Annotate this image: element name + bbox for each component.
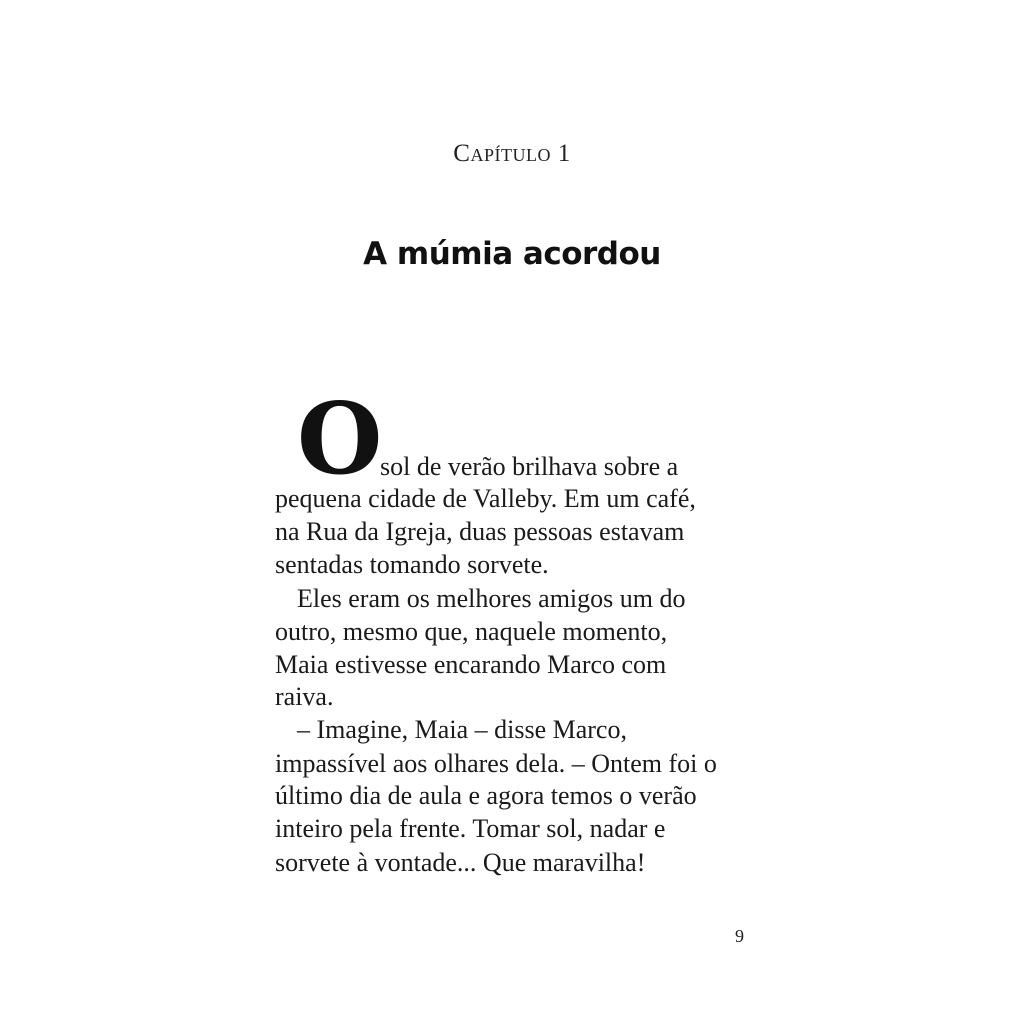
text-line: outro, mesmo que, naquele momento, [275,617,668,646]
text-line: sentadas tomando sorvete. [275,550,549,579]
text-line: – Imagine, Maia – disse Marco, [297,715,627,744]
page-number: 9 [735,926,744,946]
text-line: Maia estivesse encarando Marco com [275,650,667,679]
text-line: inteiro pela frente. Tomar sol, nadar e [275,814,666,843]
text-line: sol de verão brilhava sobre a [380,452,679,481]
text-line: sorvete à vontade... Que maravilha! [275,848,646,877]
text-line: impassível aos olhares dela. – Ontem foi o [275,749,717,778]
drop-cap: O [297,382,383,497]
chapter-label: Capítulo 1 [453,140,571,167]
text-line: pequena cidade de Valleby. Em um café, [275,484,696,513]
text-line: último dia de aula e agora temos o verão [275,781,697,810]
text-line: Eles eram os melhores amigos um do [297,584,686,613]
text-line: na Rua da Igreja, duas pessoas estavam [275,517,685,546]
chapter-title: A múmia acordou [363,236,661,272]
text-line: raiva. [275,682,334,711]
